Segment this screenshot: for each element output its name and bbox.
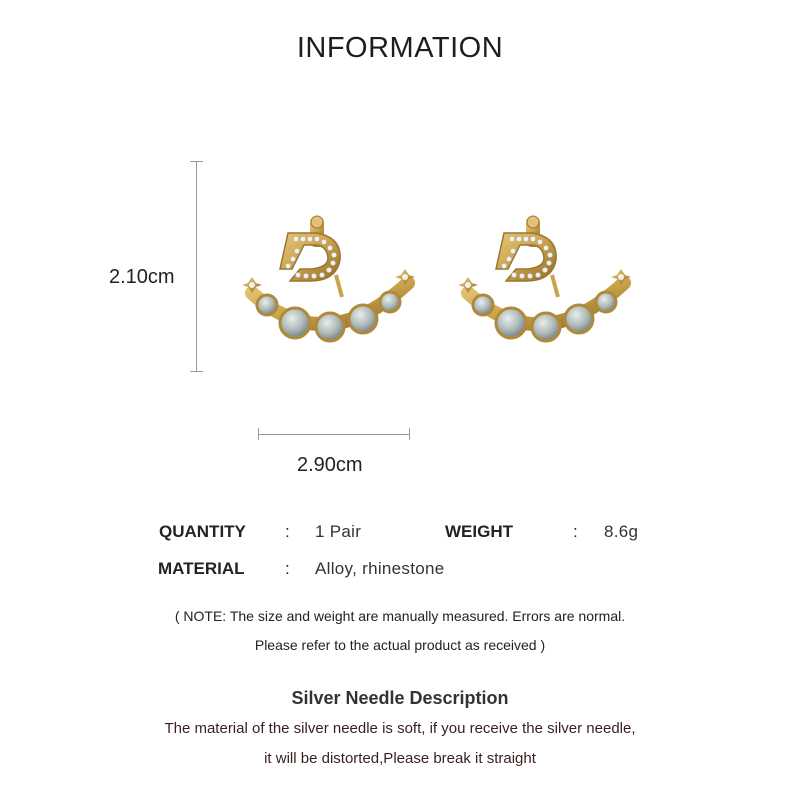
note-line-1: ( NOTE: The size and weight are manually measured. Errors are normal. xyxy=(174,608,626,624)
width-dimension-cap-right xyxy=(409,428,410,440)
quantity-label: QUANTITY xyxy=(159,522,246,541)
width-label: 2.90cm xyxy=(297,454,363,476)
quantity-colon: : xyxy=(285,522,290,541)
height-dimension-line xyxy=(196,161,197,372)
earring-pair-photo xyxy=(230,205,650,365)
height-dimension-cap-top xyxy=(190,161,203,162)
quantity-value: 1 Pair xyxy=(315,522,362,541)
height-dimension-cap-bottom xyxy=(190,371,203,372)
silver-needle-line-1: The material of the silver needle is soft, if you receive the silver needle, xyxy=(164,720,636,737)
weight-value: 8.6g xyxy=(604,522,639,541)
width-dimension-line xyxy=(258,434,410,435)
silver-needle-line-2: it will be distorted,Please break it straight xyxy=(264,750,536,767)
material-colon: : xyxy=(285,559,290,578)
left-earring xyxy=(242,216,415,341)
height-label: 2.10cm xyxy=(109,266,175,288)
width-dimension-cap-left xyxy=(258,428,259,440)
weight-label: WEIGHT xyxy=(445,522,513,541)
note-line-2: Please refer to the actual product as received ) xyxy=(254,637,546,653)
silver-needle-title: Silver Needle Description xyxy=(291,688,509,708)
right-earring xyxy=(458,216,631,341)
page-title: INFORMATION xyxy=(296,32,504,64)
material-label: MATERIAL xyxy=(158,559,245,578)
weight-colon: : xyxy=(573,522,578,541)
material-value: Alloy, rhinestone xyxy=(315,559,445,578)
